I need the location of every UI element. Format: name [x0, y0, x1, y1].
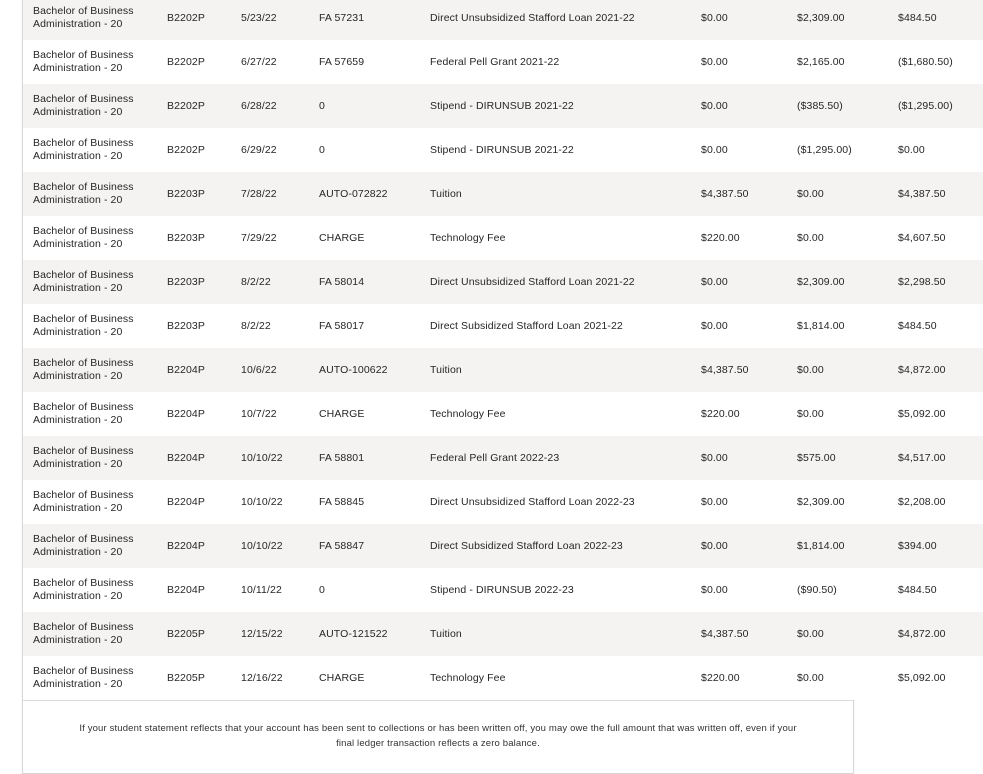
cell-charges: $4,387.50 — [691, 348, 787, 392]
cell-charges: $0.00 — [691, 0, 787, 40]
program-label: Bachelor of Business Administration - 20 — [33, 621, 134, 646]
program-label: Bachelor of Business Administration - 20 — [33, 269, 134, 294]
cell-date: 6/28/22 — [231, 84, 309, 128]
ledger-table — [23, 0, 983, 700]
cell-program — [23, 436, 157, 480]
program-label: Bachelor of Business Administration - 20 — [33, 445, 134, 470]
program-label: Bachelor of Business Administration - 20 — [33, 533, 134, 558]
table-row — [23, 0, 983, 40]
cell-description: Stipend - DIRUNSUB 2022-23 — [420, 568, 691, 612]
cell-program — [23, 0, 157, 40]
cell-description: Tuition — [420, 172, 691, 216]
table-row — [23, 612, 983, 656]
cell-date: 7/28/22 — [231, 172, 309, 216]
cell-reference: AUTO-072822 — [309, 172, 420, 216]
cell-program — [23, 348, 157, 392]
cell-term: B2203P — [157, 172, 231, 216]
cell-description: Technology Fee — [420, 216, 691, 260]
table-row — [23, 304, 983, 348]
cell-charges: $220.00 — [691, 392, 787, 436]
cell-credits: $1,814.00 — [787, 304, 888, 348]
cell-description: Direct Unsubsidized Stafford Loan 2022-23 — [420, 480, 691, 524]
cell-program — [23, 216, 157, 260]
cell-charges: $4,387.50 — [691, 172, 787, 216]
cell-charges: $0.00 — [691, 128, 787, 172]
cell-credits: $1,814.00 — [787, 524, 888, 568]
cell-program — [23, 40, 157, 84]
cell-balance: $4,517.00 — [888, 436, 983, 480]
cell-program — [23, 656, 157, 700]
program-label: Bachelor of Business Administration - 20 — [33, 5, 134, 30]
cell-date: 10/11/22 — [231, 568, 309, 612]
cell-reference: FA 57659 — [309, 40, 420, 84]
cell-date: 7/29/22 — [231, 216, 309, 260]
footnote-section — [23, 700, 853, 773]
cell-date: 8/2/22 — [231, 260, 309, 304]
cell-date: 12/16/22 — [231, 656, 309, 700]
collections-footnote: If your student statement reflects that your account has been sent to collections or has been written off, you may owe the full amount that was written off, even if your final ledger transaction reflects a zero balance. — [79, 723, 797, 749]
cell-charges: $0.00 — [691, 524, 787, 568]
cell-credits: ($385.50) — [787, 84, 888, 128]
cell-program — [23, 392, 157, 436]
cell-program — [23, 172, 157, 216]
cell-description: Stipend - DIRUNSUB 2021-22 — [420, 128, 691, 172]
program-label: Bachelor of Business Administration - 20 — [33, 181, 134, 206]
cell-term: B2204P — [157, 392, 231, 436]
cell-date: 10/7/22 — [231, 392, 309, 436]
ledger-panel — [22, 0, 953, 774]
program-label: Bachelor of Business Administration - 20 — [33, 489, 134, 514]
cell-reference: AUTO-100622 — [309, 348, 420, 392]
cell-charges: $0.00 — [691, 480, 787, 524]
cell-date: 10/6/22 — [231, 348, 309, 392]
cell-reference: AUTO-121522 — [309, 612, 420, 656]
table-row — [23, 524, 983, 568]
table-row — [23, 40, 983, 84]
cell-balance: $0.00 — [888, 128, 983, 172]
cell-term: B2203P — [157, 260, 231, 304]
cell-charges: $0.00 — [691, 304, 787, 348]
cell-program — [23, 612, 157, 656]
cell-reference: 0 — [309, 568, 420, 612]
cell-credits: $0.00 — [787, 656, 888, 700]
program-label: Bachelor of Business Administration - 20 — [33, 137, 134, 162]
table-row — [23, 436, 983, 480]
cell-reference: 0 — [309, 128, 420, 172]
cell-description: Technology Fee — [420, 392, 691, 436]
cell-description: Stipend - DIRUNSUB 2021-22 — [420, 84, 691, 128]
cell-credits: ($90.50) — [787, 568, 888, 612]
cell-term: B2204P — [157, 348, 231, 392]
cell-charges: $220.00 — [691, 656, 787, 700]
program-label: Bachelor of Business Administration - 20 — [33, 49, 134, 74]
cell-program — [23, 84, 157, 128]
cell-reference: FA 57231 — [309, 0, 420, 40]
cell-credits: $0.00 — [787, 172, 888, 216]
cell-description: Tuition — [420, 612, 691, 656]
table-row — [23, 392, 983, 436]
cell-term: B2204P — [157, 436, 231, 480]
cell-reference: FA 58014 — [309, 260, 420, 304]
cell-balance: $4,872.00 — [888, 612, 983, 656]
cell-date: 6/29/22 — [231, 128, 309, 172]
cell-date: 8/2/22 — [231, 304, 309, 348]
cell-date: 6/27/22 — [231, 40, 309, 84]
cell-credits: $2,309.00 — [787, 0, 888, 40]
cell-credits: $2,309.00 — [787, 480, 888, 524]
cell-date: 12/15/22 — [231, 612, 309, 656]
cell-balance: $4,872.00 — [888, 348, 983, 392]
cell-credits: $0.00 — [787, 348, 888, 392]
cell-term: B2204P — [157, 524, 231, 568]
program-label: Bachelor of Business Administration - 20 — [33, 577, 134, 602]
cell-program — [23, 260, 157, 304]
cell-reference: FA 58801 — [309, 436, 420, 480]
cell-balance: $5,092.00 — [888, 392, 983, 436]
cell-reference: CHARGE — [309, 656, 420, 700]
cell-reference: FA 58845 — [309, 480, 420, 524]
table-row — [23, 260, 983, 304]
cell-credits: $2,309.00 — [787, 260, 888, 304]
cell-balance: $2,298.50 — [888, 260, 983, 304]
cell-balance: $4,387.50 — [888, 172, 983, 216]
cell-reference: CHARGE — [309, 216, 420, 260]
cell-term: B2202P — [157, 128, 231, 172]
cell-balance: $484.50 — [888, 0, 983, 40]
table-row — [23, 348, 983, 392]
cell-description: Federal Pell Grant 2021-22 — [420, 40, 691, 84]
table-row — [23, 216, 983, 260]
cell-balance: ($1,680.50) — [888, 40, 983, 84]
cell-balance: $484.50 — [888, 304, 983, 348]
cell-balance: $5,092.00 — [888, 656, 983, 700]
cell-date: 10/10/22 — [231, 436, 309, 480]
cell-charges: $0.00 — [691, 436, 787, 480]
cell-balance: $4,607.50 — [888, 216, 983, 260]
table-row — [23, 172, 983, 216]
cell-description: Direct Subsidized Stafford Loan 2022-23 — [420, 524, 691, 568]
cell-term: B2202P — [157, 84, 231, 128]
cell-charges: $0.00 — [691, 568, 787, 612]
program-label: Bachelor of Business Administration - 20 — [33, 93, 134, 118]
cell-date: 10/10/22 — [231, 480, 309, 524]
cell-reference: FA 58017 — [309, 304, 420, 348]
cell-term: B2203P — [157, 304, 231, 348]
cell-term: B2202P — [157, 0, 231, 40]
ledger-table-body — [23, 0, 983, 700]
cell-description: Federal Pell Grant 2022-23 — [420, 436, 691, 480]
cell-charges: $4,387.50 — [691, 612, 787, 656]
cell-description: Tuition — [420, 348, 691, 392]
table-row — [23, 656, 983, 700]
cell-term: B2202P — [157, 40, 231, 84]
cell-description: Direct Subsidized Stafford Loan 2021-22 — [420, 304, 691, 348]
program-label: Bachelor of Business Administration - 20 — [33, 665, 134, 690]
program-label: Bachelor of Business Administration - 20 — [33, 357, 134, 382]
cell-program — [23, 480, 157, 524]
table-row — [23, 84, 983, 128]
cell-program — [23, 524, 157, 568]
cell-reference: 0 — [309, 84, 420, 128]
cell-program — [23, 128, 157, 172]
cell-charges: $220.00 — [691, 216, 787, 260]
cell-charges: $0.00 — [691, 40, 787, 84]
cell-term: B2205P — [157, 656, 231, 700]
cell-credits: $0.00 — [787, 216, 888, 260]
cell-date: 5/23/22 — [231, 0, 309, 40]
cell-credits: $575.00 — [787, 436, 888, 480]
program-label: Bachelor of Business Administration - 20 — [33, 313, 134, 338]
cell-description: Technology Fee — [420, 656, 691, 700]
cell-date: 10/10/22 — [231, 524, 309, 568]
cell-balance: $484.50 — [888, 568, 983, 612]
cell-description: Direct Unsubsidized Stafford Loan 2021-22 — [420, 260, 691, 304]
cell-program — [23, 568, 157, 612]
cell-reference: CHARGE — [309, 392, 420, 436]
cell-term: B2204P — [157, 480, 231, 524]
cell-program — [23, 304, 157, 348]
program-label: Bachelor of Business Administration - 20 — [33, 225, 134, 250]
table-row — [23, 128, 983, 172]
cell-balance: $2,208.00 — [888, 480, 983, 524]
cell-balance: $394.00 — [888, 524, 983, 568]
cell-balance: ($1,295.00) — [888, 84, 983, 128]
cell-term: B2205P — [157, 612, 231, 656]
cell-charges: $0.00 — [691, 260, 787, 304]
cell-credits: ($1,295.00) — [787, 128, 888, 172]
cell-credits: $2,165.00 — [787, 40, 888, 84]
cell-term: B2204P — [157, 568, 231, 612]
table-row — [23, 480, 983, 524]
cell-credits: $0.00 — [787, 392, 888, 436]
cell-credits: $0.00 — [787, 612, 888, 656]
cell-reference: FA 58847 — [309, 524, 420, 568]
program-label: Bachelor of Business Administration - 20 — [33, 401, 134, 426]
table-row — [23, 568, 983, 612]
cell-description: Direct Unsubsidized Stafford Loan 2021-22 — [420, 0, 691, 40]
cell-charges: $0.00 — [691, 84, 787, 128]
cell-term: B2203P — [157, 216, 231, 260]
